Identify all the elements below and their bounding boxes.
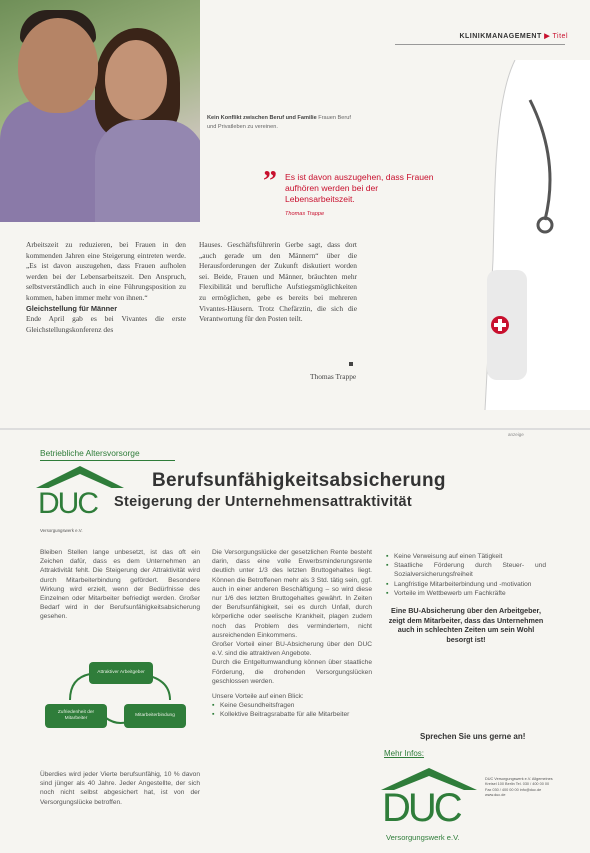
list-item: ▪ Kollektive Beitragsrabatte für alle Mitarbeiter (212, 710, 372, 719)
ad-subtitle: Steigerung der Unternehmensattraktivität (114, 494, 413, 510)
ad-marker: anzeige (508, 432, 524, 437)
couple-photo (0, 0, 200, 222)
end-mark (349, 362, 353, 366)
duc-logo-large-subtitle: Versorgungswerk e.V. (386, 833, 460, 842)
subsection-label: Titel (552, 33, 568, 40)
list-item: ▪ Keine Gesundheitsfragen (212, 701, 372, 710)
duc-logo-subtitle: Versorgungswerk e.V. (40, 528, 83, 533)
section-header (459, 32, 568, 40)
ad-paragraph: Die Versorgungslücke der gesetzlichen Rente besteht darin, dass eine volle Erwerbsminderungsrente deutlich unter 1/3 des letzten Bruttogehaltes liegt. Können die Betroffenen mehr als 3 Std. tätig sein, ggf. auch in einer anderen Beschäftigung – so wird diese nur 1/6 des letzten Bruttogehaltes gewährt. In Zeiten der Berufsunfähigkeit, sei es durch Unfall, durch körperliche oder seelische Krankheit, plagen zudem noch das Problem des vermindertem, nicht ausreichenden Einkommens. (212, 549, 372, 639)
photo-caption (207, 114, 357, 131)
quote-icon: ” (263, 166, 277, 197)
pull-quote: Es ist davon auszugehen, dass Frauen aufhören werden bei der Lebensarbeitszeit. (285, 172, 434, 204)
article-paragraph: Ende April gab es bei Vivantes die erste Gleichstellungskonferenz des (26, 314, 186, 334)
ad-column-1-bottom: Überdies wird jeder Vierte berufsunfähig, 10 % davon sind jünger als 40 Jahre. Jeder Angestellte, der sich noch nicht selbst abgesichert hat, ist von der Versorgungslücke betroffen. (40, 771, 200, 806)
list-item: ▪ Keine Verweisung auf einen Tätigkeit (386, 552, 546, 561)
ad-title: Berufsunfähigkeitsabsicherung (152, 470, 446, 491)
ad-column-3 (386, 552, 546, 644)
ad-kicker: Betriebliche Altersvorsorge (40, 448, 140, 458)
section-label: KLINIKMANAGEMENT (459, 33, 542, 40)
list-item: ▪ Staatliche Förderung durch Steuer- und Sozialversicherungsfreiheit (386, 561, 546, 579)
arrow-right-icon: ▶ (544, 33, 551, 40)
duc-logo-large: DUC (382, 786, 460, 830)
ad-paragraph: Durch die Entgeltumwandlung können über staatliche Förderung, die drohenden Versorgungslücken geschlossen werden. (212, 659, 372, 685)
article-author: Thomas Trappe (310, 372, 357, 381)
article-subheading: Gleichstellung für Männer (26, 303, 118, 313)
ad-highlight: Eine BU-Absicherung über den Arbeitgeber, zeigt dem Mitarbeiter, dass das Unternehmen auch in schlechten Zeiten um sein Wohl besorgt ist! (388, 606, 544, 644)
ad-paragraph: Großer Vorteil einer BU-Absicherung über den DUC e.V. sind die attraktiven Angebote. (212, 641, 372, 658)
ad-column-1: Bleiben Stellen lange unbesetzt, ist das oft ein Zeichen dafür, dass es dem Unternehmen an Attraktivität fehlt. Die Steigerung der Attraktivität wird durch Mitarbeiterbindung gefördert. Besondere Wirkung wird erzielt, wenn der Bedürfnisse des Einzelnen oder Mitarbeiter befriedigt werden. Großer Bedarf wird in der Berufsunfähigkeitsabsicherung gesehen. (40, 549, 200, 621)
list-item: ▪ Langfristige Mitarbeiterbindung und -motivation (386, 580, 546, 589)
article-column-2 (199, 240, 357, 325)
cycle-node-attractive-employer: Attraktiver Arbeitgeber (89, 662, 153, 684)
list-item: ▪ Vorteile im Wettbewerb um Fachkräfte (386, 589, 546, 598)
page-divider (0, 428, 590, 430)
ad-call-to-action: Sprechen Sie uns gerne an! (420, 732, 526, 741)
article-paragraph: Arbeitszeit zu reduzieren, bei Frauen in den kommenden Jahren eine Steigerung eintreten werde. „Es ist davon auszugehen, dass Frauen aufholen werden bei der Lebensarbeitszeit. Den Anspruch, selbstverständlich auch in eine Führungsposition zu kommen, haben immer mehr von ihnen.“ (26, 240, 186, 302)
header-divider (395, 44, 565, 45)
article-column-1 (26, 240, 186, 335)
contact-address: DUC Versorgungswerk e.V. Allgemeines Kreisel 100 Berlin Tel. 030 / 400 00 00 Fax 030 / 400 00 00 info@duc.de www.duc.de (485, 777, 553, 798)
cycle-node-retention: Mitarbeiterbindung (124, 704, 186, 728)
article-paragraph: Hauses. Geschäftsführerin Gerbe sagt, dass dort „auch gerade um den Männern“ über die Herausforderungen der Zukunft diskutiert worden sei. Beide, Frauen und Männer, bräuchten mehr Flexibilität und berufliche Aufstiegsmöglichkeiten zu ermöglichen, gebe es bereits bei mehreren Vivantes-Häusern. Trotz Chefärztin, die sich die Verantwortung für den Posten teilt. (199, 240, 357, 324)
more-info-link[interactable]: Mehr Infos: (384, 749, 425, 758)
doctor-illustration (455, 60, 590, 410)
ad-kicker-underline (40, 460, 175, 461)
pull-quote-source: Thomas Trappe (285, 211, 325, 217)
ad-column-2 (212, 548, 372, 720)
caption-lead: Kein Konflikt zwischen Beruf und Familie (207, 115, 317, 121)
cycle-node-satisfaction: Zufriedenheit der Mitarbeiter (45, 704, 107, 728)
duc-logo: DUC (38, 487, 97, 520)
ad-list-title: Unsere Vorteile auf einen Blick: (212, 693, 304, 701)
caption-text: Frauen Beruf und Privatleben zu vereinen. (207, 115, 351, 130)
